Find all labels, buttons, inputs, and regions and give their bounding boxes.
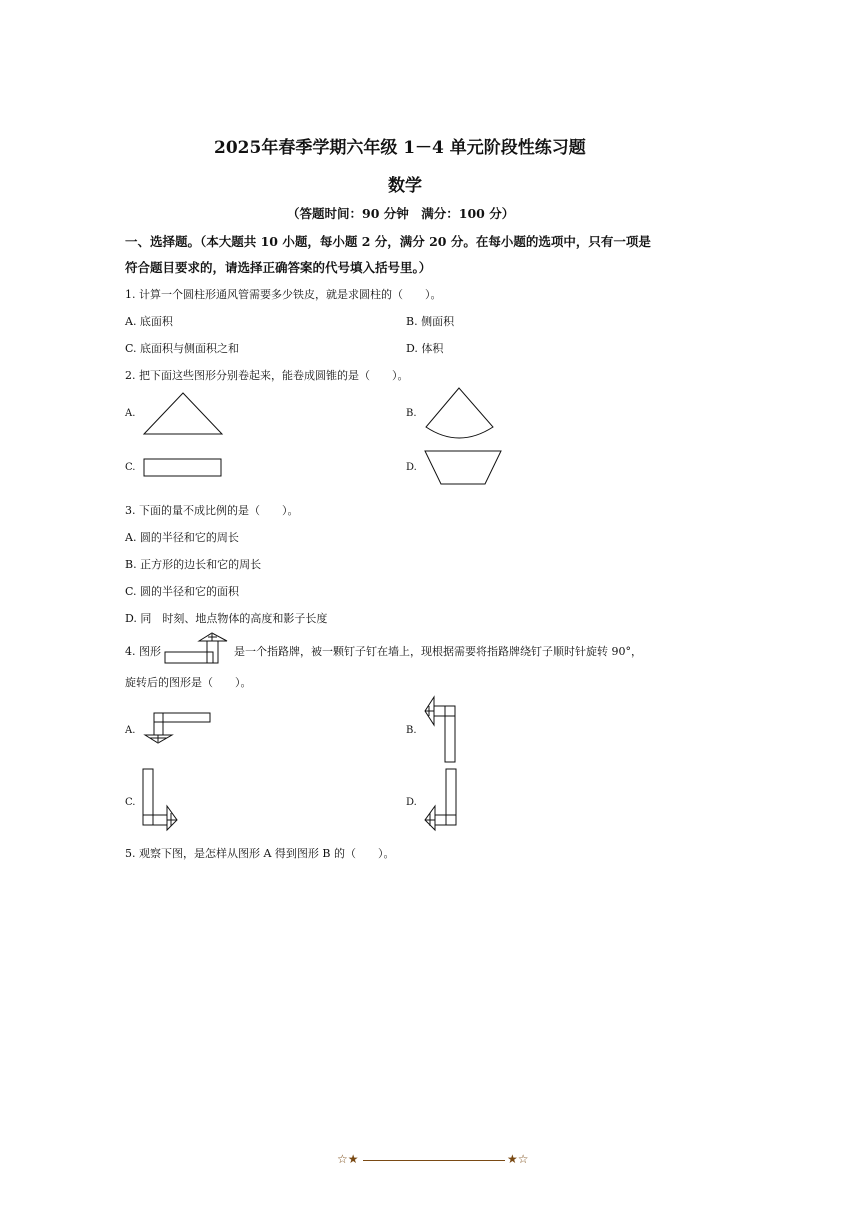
question-2-option-d: D. — [406, 462, 417, 473]
question-2-option-c: C. — [125, 462, 136, 473]
question-2-option-b: B. — [406, 408, 417, 419]
question-4-option-a: A. — [125, 725, 136, 736]
rotated-signpost-a-icon — [144, 712, 214, 746]
question-1-option-a: A. 底面积 — [125, 315, 173, 328]
subject-title: 数学 — [388, 176, 422, 196]
question-4-option-d: D. — [406, 797, 417, 808]
question-4-stem-line2: 旋转后的图形是（ ）。 — [125, 676, 252, 689]
footer-divider — [363, 1160, 505, 1161]
question-1-option-b: B. 侧面积 — [406, 315, 455, 328]
question-3-option-a: A. 圆的半径和它的周长 — [125, 531, 239, 544]
question-3-option-b: B. 正方形的边长和它的周长 — [125, 558, 262, 571]
exam-info: （答题时间：90 分钟 满分：100 分） — [287, 206, 515, 221]
question-2-stem: 2. 把下面这些图形分别卷起来，能卷成圆锥的是（ ）。 — [125, 369, 409, 382]
question-4-option-b: B. — [406, 725, 417, 736]
rotated-signpost-d-icon — [424, 768, 464, 832]
rotated-signpost-c-icon — [142, 768, 182, 832]
question-1-option-c: C. 底面积与侧面积之和 — [125, 342, 240, 355]
rectangle-icon — [143, 458, 223, 478]
question-3-option-c: C. 圆的半径和它的面积 — [125, 585, 240, 598]
signpost-icon — [164, 632, 236, 668]
question-1-stem: 1. 计算一个圆柱形通风管需要多少铁皮，就是求圆柱的（ ）。 — [125, 288, 442, 301]
question-1-option-d: D. 体积 — [406, 342, 444, 355]
rotated-signpost-b-icon — [424, 696, 464, 764]
question-5-stem: 5. 观察下图，是怎样从图形 A 得到图形 B 的（ ）。 — [125, 847, 395, 860]
sector-icon — [424, 387, 496, 441]
question-4-stem-suffix: 是一个指路牌，被一颗钉子钉在墙上，现根据需要将指路牌绕钉子顺时针旋转 90°， — [234, 645, 642, 658]
trapezoid-icon — [424, 450, 504, 486]
section-heading-line1: 一、选择题。（本大题共 10 小题，每小题 2 分，满分 20 分。在每小题的选项中，只有一项是 — [125, 234, 651, 249]
question-3-stem: 3. 下面的量不成比例的是（ ）。 — [125, 504, 299, 517]
question-4-option-c: C. — [125, 797, 136, 808]
question-3-option-d: D. 同 时刻、地点物体的高度和影子长度 — [125, 612, 328, 625]
page-title: 2025年春季学期六年级 1－4 单元阶段性练习题 — [214, 138, 586, 158]
section-heading-line2: 符合题目要求的，请选择正确答案的代号填入括号里。） — [125, 260, 432, 275]
question-4-stem-prefix: 4. 图形 — [125, 645, 161, 658]
footer-left-stars: ☆★ — [337, 1152, 359, 1166]
question-2-option-a: A. — [125, 408, 136, 419]
footer-right-stars: ★☆ — [507, 1152, 529, 1166]
triangle-icon — [143, 392, 225, 438]
